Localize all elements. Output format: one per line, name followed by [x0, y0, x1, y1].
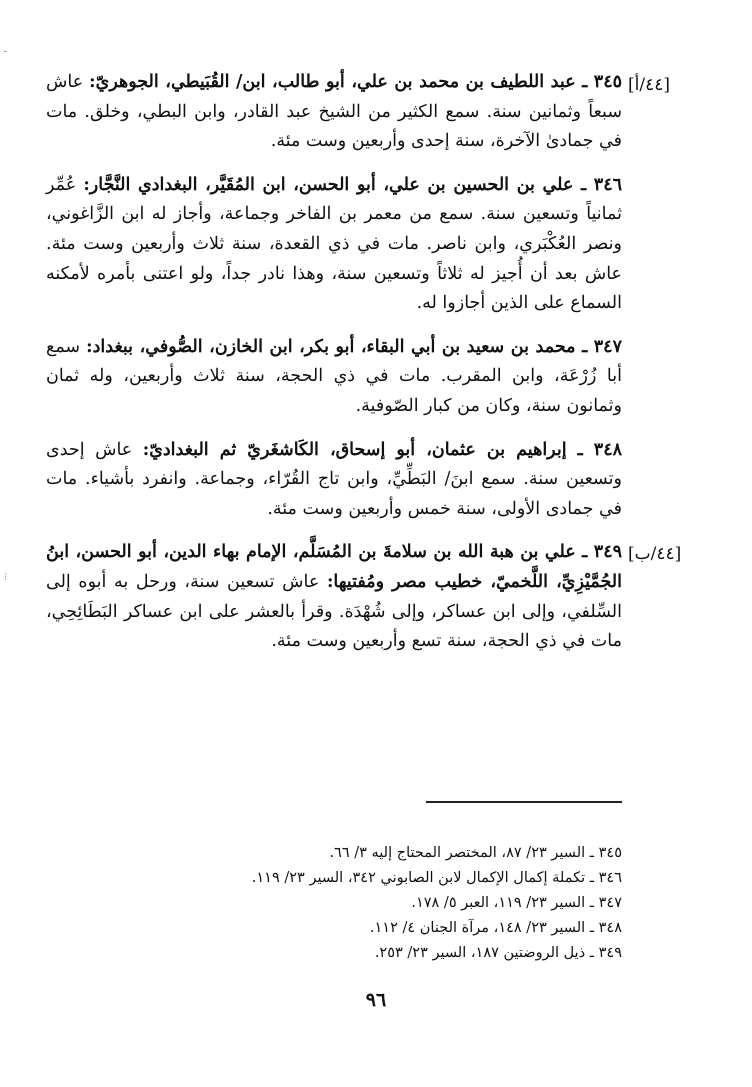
entry-heading: ٣٤٧ ـ محمد بن سعيد بن أبي البقاء، أبو بكر، ابن الخازن، الصُّوفي، ببغداد:: [86, 336, 622, 357]
entry-body: سمع أبا زُرْعَة، وابن المقرب. مات في ذي الحجة، سنة ثلاث وأربعين، وله ثمان وثمانون سنة، وكان من كبار الصّوفية.: [46, 336, 622, 416]
entry-heading: ٣٤٦ ـ علي بن الحسين بن علي، أبو الحسن، ابن المُقَيَّر، البغدادي النَّجَّار:: [83, 174, 622, 195]
entry-heading: ٣٤٥ ـ عبد اللطيف بن محمد بن علي، أبو طالب، ابن/ القُبَيطي، الجوهريّ:: [89, 72, 622, 92]
footnote-347: ٣٤٧ ـ السير ٢٣/ ١١٩، العبر ٥/ ١٧٨.: [411, 895, 622, 911]
entry-body: عاش تسعين سنة، ورحل به أبوه إلى السِّلفي، وإلى ابن عساكر، وإلى شُهْدَة. وقرأ بالعشر على ابن عساكر البَطَائِحِي، مات في ذي الحجة، سنة تسع وأربعين وست مئة.: [46, 571, 622, 652]
scan-mark: ⁝: [4, 572, 8, 583]
entry-346: [46, 171, 622, 319]
entry-body: عاش سبعاً وثمانين سنة. سمع الكثير من الشيخ عبد القادر، وابن البطي، وخلق. مات في جمادىٰ الآخرة، سنة إحدى وأربعين وست مئة.: [46, 72, 622, 152]
entry-347: [46, 333, 622, 422]
entry-345: [46, 68, 622, 157]
footnotes: [100, 841, 622, 966]
footnote-divider: [426, 801, 622, 803]
main-text: [46, 68, 622, 671]
footnote-349: ٣٤٩ ـ ذيل الروضتين ١٨٧، السير ٢٣/ ٢٥٣.: [374, 945, 622, 961]
footnote-346: ٣٤٦ ـ تكملة إكمال الإكمال لابن الصابوني ٣٤٢، السير ٢٣/ ١١٩.: [251, 870, 622, 886]
margin-note-folio-44b: [٤٤/ب]: [628, 544, 682, 564]
page-number: ٩٦: [365, 989, 387, 1011]
scan-mark: ـ: [4, 44, 7, 55]
entry-body: عاش إحدى وتسعين سنة. سمع ابنَ/ البَطِّيِّ، وابن تاج القُرّاء، وجماعة. وانفرد بأشياء. مات في جمادى الأولى، سنة خمس وأربعين وست مئة.: [46, 439, 622, 519]
entry-348: [46, 436, 622, 525]
entry-349: [46, 538, 622, 656]
entry-heading: ٣٤٩ ـ علي بن هبة الله بن سلامةَ بن المُسَلَّم، الإمام بهاء الدين، أبو الحسن، ابنُ الجُمَّيْزِيِّ، اللَّخميّ، خطيب مصر ومُفتيها:: [46, 542, 623, 592]
entry-heading: ٣٤٨ ـ إبراهيم بن عثمان، أبو إسحاق، الكَاشغَريّ ثم البغداديّ:: [142, 439, 622, 460]
footnote-345: ٣٤٥ ـ السير ٢٣/ ٨٧، المختصر المحتاج إليه ٣/ ٦٦.: [329, 845, 622, 861]
margin-note-folio-44a: [٤٤/أ]: [628, 75, 670, 95]
footnote-348: ٣٤٨ ـ السير ٢٣/ ١٤٨، مرآة الجنان ٤/ ١١٢.: [369, 920, 622, 936]
entry-body: عُمِّر ثمانياً وتسعين سنة. سمع من معمر بن الفاخر وجماعة، وأجاز له ابن الزَّاغوني، ونصر العُكْبَري، وابن ناصر. مات في ذي القعدة، سنة ثلاث وأربعين وست مئة. عاش بعد أن أُجيز له ثلاثاً وتسعين سنة، وهذا نادر جداً، ولو اعتنى بأمره لأمكنه السماع على الذين أجازوا له.: [46, 174, 622, 314]
